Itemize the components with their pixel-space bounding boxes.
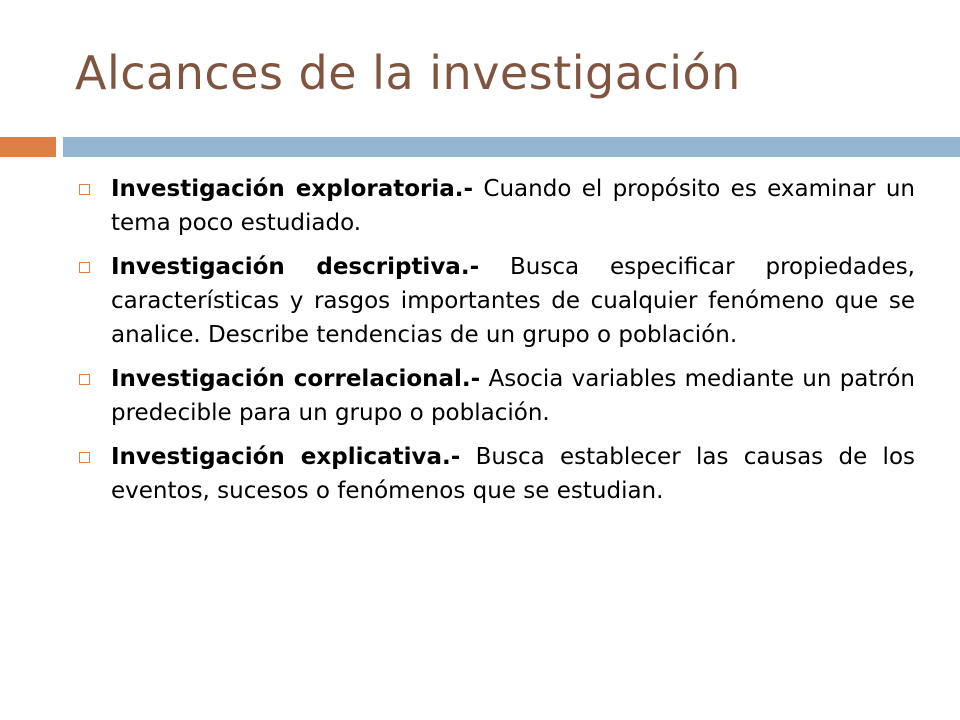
list-item-correlacional [75, 362, 915, 430]
list-item-term: Investigación correlacional.- [111, 366, 481, 392]
list-item-exploratoria [75, 172, 915, 240]
list-item-text [111, 362, 915, 430]
list-item-description: Busca especificar propiedades, características y rasgos importantes de cualquier fenómeno que se analice. Describe tendencias de un grupo o población. [111, 254, 915, 348]
list-item-term: Investigación explicativa.- [111, 444, 461, 470]
list-item-term: Investigación exploratoria.- [111, 176, 474, 202]
accent-bar-orange [0, 137, 56, 157]
square-bullet-icon [79, 452, 90, 463]
slide-title: Alcances de la investigación [75, 46, 741, 100]
list-item-term: Investigación descriptiva.- [111, 254, 480, 280]
square-bullet-icon [79, 184, 90, 195]
list-item-description: Busca establecer las causas de los eventos, sucesos o fenómenos que se estudian. [111, 444, 915, 504]
square-bullet-icon [79, 262, 90, 273]
accent-bar-blue [63, 137, 960, 157]
list-item-text [111, 440, 915, 508]
list-item-description: Asocia variables mediante un patrón predecible para un grupo o población. [111, 366, 915, 426]
square-bullet-icon [79, 374, 90, 385]
list-item-text [111, 250, 915, 352]
list-item-explicativa [75, 440, 915, 508]
list-item-description: Cuando el propósito es examinar un tema poco estudiado. [111, 176, 915, 236]
list-item-text [111, 172, 915, 240]
bullet-list [75, 172, 915, 518]
list-item-descriptiva [75, 250, 915, 352]
